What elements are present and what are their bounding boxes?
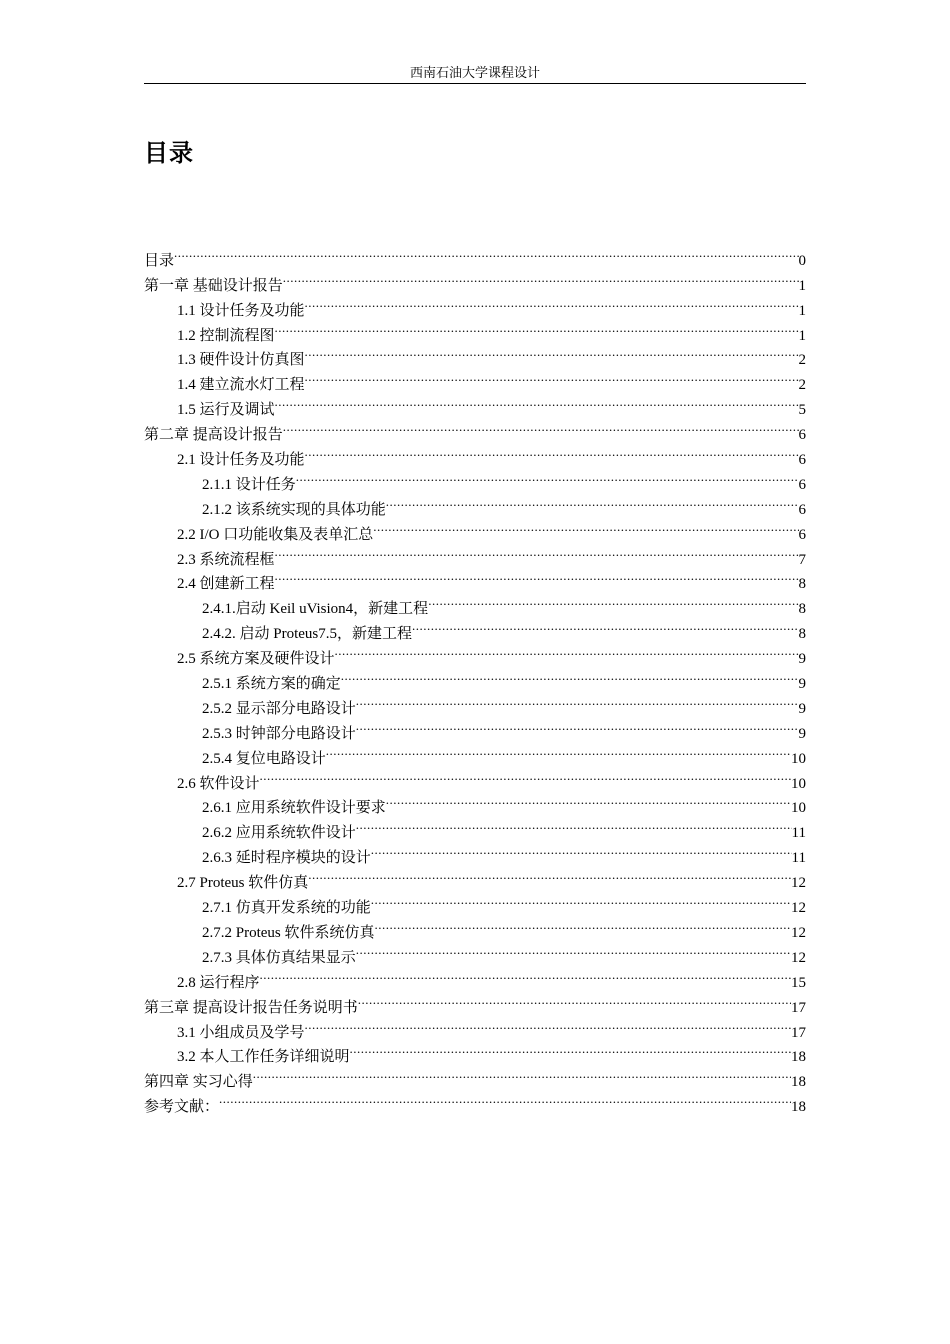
- toc-leader-dots: [219, 1086, 791, 1111]
- toc-entry-label: 2.7.2 Proteus 软件系统仿真: [202, 924, 375, 941]
- toc-entry-label: 2.1.2 该系统实现的具体功能: [202, 501, 386, 518]
- toc-entry-page: 1: [798, 277, 806, 294]
- toc-entry-page: 0: [798, 252, 806, 269]
- toc-leader-dots: [260, 763, 791, 788]
- toc-entry-label: 2.7.1 仿真开发系统的功能: [202, 900, 371, 917]
- toc-entry-page: 1: [798, 302, 806, 319]
- toc-entry-label: 2.3 系统流程框: [177, 551, 275, 568]
- toc-entry-label: 1.1 设计任务及功能: [177, 302, 305, 319]
- toc-entry-page: 8: [798, 601, 806, 618]
- toc-entry-page: 11: [791, 825, 806, 842]
- toc-leader-dots: [356, 812, 792, 837]
- toc-entry-label: 第一章 基础设计报告: [144, 277, 283, 294]
- toc-entry-label: 2.4 创建新工程: [177, 576, 275, 593]
- toc-leader-dots: [356, 713, 799, 738]
- table-of-contents: [144, 240, 806, 1116]
- toc-entry-label: 2.2 I/O 口功能收集及表单汇总: [177, 526, 374, 543]
- toc-entry-page: 9: [798, 651, 806, 668]
- toc-entry-label: 第二章 提高设计报告: [144, 427, 283, 444]
- toc-entry-label: 2.1 设计任务及功能: [177, 452, 305, 469]
- toc-entry-label: 1.5 运行及调试: [177, 402, 275, 419]
- toc-entry-page: 10: [791, 775, 806, 792]
- page-title: 目录: [144, 139, 194, 167]
- toc-leader-dots: [260, 962, 791, 987]
- toc-leader-dots: [305, 439, 799, 464]
- toc-entry[interactable]: [144, 265, 806, 294]
- toc-entry-label: 第三章 提高设计报告任务说明书: [144, 999, 358, 1016]
- toc-entry-label: 2.4.2. 启动 Proteus7.5，新建工程: [202, 626, 413, 643]
- toc-entry-label: 2.5.4 复位电路设计: [202, 750, 326, 767]
- toc-entry-page: 9: [798, 725, 806, 742]
- toc-entry-page: 10: [791, 750, 806, 767]
- toc-entry-label: 2.8 运行程序: [177, 974, 260, 991]
- toc-leader-dots: [371, 887, 791, 912]
- toc-entry-page: 6: [798, 476, 806, 493]
- toc-entry-page: 17: [791, 999, 806, 1016]
- toc-entry-page: 7: [798, 551, 806, 568]
- toc-leader-dots: [350, 1037, 791, 1062]
- toc-entry-page: 12: [791, 949, 806, 966]
- toc-entry-label: 2.4.1.启动 Keil uVision4，新建工程: [202, 601, 429, 618]
- toc-leader-dots: [308, 862, 791, 887]
- toc-leader-dots: [428, 588, 798, 613]
- toc-entry-label: 2.7.3 具体仿真结果显示: [202, 949, 356, 966]
- toc-entry-page: 6: [798, 501, 806, 518]
- toc-entry-label: 2.7 Proteus 软件仿真: [177, 875, 309, 892]
- toc-entry-page: 6: [798, 427, 806, 444]
- toc-entry-label: 1.3 硬件设计仿真图: [177, 352, 305, 369]
- toc-leader-dots: [275, 564, 799, 589]
- toc-entry-page: 1: [798, 327, 806, 344]
- toc-leader-dots: [283, 265, 799, 290]
- toc-entry-label: 2.5.3 时钟部分电路设计: [202, 725, 356, 742]
- toc-leader-dots: [275, 539, 799, 564]
- toc-leader-dots: [275, 389, 799, 414]
- toc-entry-label: 目录: [144, 252, 175, 269]
- toc-entry-label: 2.5 系统方案及硬件设计: [177, 651, 335, 668]
- toc-leader-dots: [371, 837, 792, 862]
- toc-leader-dots: [356, 688, 799, 713]
- toc-entry-page: 10: [791, 800, 806, 817]
- toc-leader-dots: [305, 340, 799, 365]
- page-header: 西南石油大学课程设计: [409, 65, 540, 80]
- toc-entry-label: 3.1 小组成员及学号: [177, 1024, 305, 1041]
- toc-leader-dots: [373, 514, 798, 539]
- toc-entry-page: 6: [798, 452, 806, 469]
- toc-entry-page: 12: [791, 900, 806, 917]
- toc-entry-label: 参考文献：: [144, 1099, 220, 1116]
- toc-entry[interactable]: [144, 240, 806, 269]
- toc-entry-page: 12: [791, 924, 806, 941]
- toc-leader-dots: [305, 290, 799, 315]
- toc-leader-dots: [386, 788, 791, 813]
- toc-entry-page: 18: [791, 1049, 806, 1066]
- toc-entry-page: 12: [791, 875, 806, 892]
- toc-leader-dots: [326, 738, 791, 763]
- toc-leader-dots: [341, 663, 799, 688]
- toc-leader-dots: [283, 414, 799, 439]
- toc-leader-dots: [335, 638, 799, 663]
- toc-leader-dots: [275, 315, 799, 340]
- toc-entry-page: 2: [798, 377, 806, 394]
- toc-leader-dots: [296, 464, 799, 489]
- toc-entry-page: 8: [798, 626, 806, 643]
- toc-entry-page: 18: [791, 1099, 806, 1116]
- toc-entry-page: 15: [791, 974, 806, 991]
- toc-entry-label: 2.6.3 延时程序模块的设计: [202, 850, 371, 867]
- toc-entry-page: 11: [791, 850, 806, 867]
- toc-entry-page: 9: [798, 700, 806, 717]
- toc-leader-dots: [174, 240, 798, 265]
- toc-leader-dots: [253, 1061, 791, 1086]
- toc-entry-label: 3.2 本人工作任务详细说明: [177, 1049, 350, 1066]
- toc-entry-label: 2.1.1 设计任务: [202, 476, 296, 493]
- header-rule: [144, 83, 806, 84]
- toc-entry-page: 8: [798, 576, 806, 593]
- toc-entry-label: 2.5.2 显示部分电路设计: [202, 700, 356, 717]
- toc-entry-page: 17: [791, 1024, 806, 1041]
- toc-leader-dots: [386, 489, 799, 514]
- toc-entry-label: 2.6 软件设计: [177, 775, 260, 792]
- toc-entry-label: 2.6.2 应用系统软件设计: [202, 825, 356, 842]
- toc-leader-dots: [358, 987, 791, 1012]
- toc-entry-label: 2.6.1 应用系统软件设计要求: [202, 800, 386, 817]
- toc-entry-label: 1.4 建立流水灯工程: [177, 377, 305, 394]
- toc-leader-dots: [305, 1012, 791, 1037]
- toc-entry-page: 2: [798, 352, 806, 369]
- toc-leader-dots: [305, 364, 799, 389]
- toc-leader-dots: [356, 937, 791, 962]
- toc-leader-dots: [412, 613, 798, 638]
- toc-entry-label: 1.2 控制流程图: [177, 327, 275, 344]
- toc-entry-page: 5: [798, 402, 806, 419]
- toc-entry-label: 2.5.1 系统方案的确定: [202, 676, 341, 693]
- toc-entry-page: 9: [798, 676, 806, 693]
- toc-entry-page: 6: [798, 526, 806, 543]
- toc-entry-page: 18: [791, 1074, 806, 1091]
- toc-entry[interactable]: [144, 1086, 806, 1116]
- toc-leader-dots: [375, 912, 791, 937]
- toc-entry-label: 第四章 实习心得: [144, 1074, 253, 1091]
